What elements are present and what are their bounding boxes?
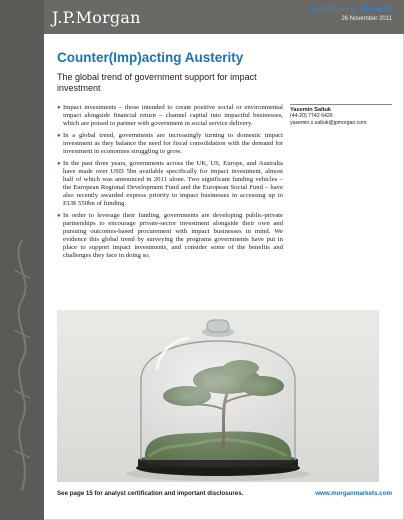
- website-link[interactable]: www.morganmarkets.com: [315, 490, 392, 497]
- analyst-name: Yasemin Saltuk: [290, 107, 332, 113]
- page-title: Counter(Imp)acting Austerity: [57, 50, 244, 65]
- analyst-contact: [290, 104, 392, 126]
- jpmorgan-logo: J.P.Morgan: [52, 8, 141, 27]
- sidebar-strip: [0, 0, 44, 520]
- analyst-phone: (44-20) 7742 6426: [290, 113, 333, 119]
- report-date: 26 November 2011: [341, 16, 392, 22]
- summary-bullets: [57, 104, 283, 264]
- list-item: ● In the past three years, governments across the UK, US, Europe, and Australia have made over USD 5bn available specifically for impact investment, almost half of which was announced in 2011 alone. Two significant funding vehicles – the European Regional Development Fund and the European Social Fund – have also recently awarded express priority to impact businesses in accessing up to EUR 550bn of funding.: [57, 160, 283, 207]
- list-item: ● In a global trend, governments are increasingly turning to domestic impact investment as they balance the need for fiscal consolidation with the demand for investment in economies struggling to grow.: [57, 132, 283, 155]
- bullet-icon: ●: [57, 105, 61, 111]
- list-item: ● Impact investments – those intended to create positive social or environmental impact alongside financial return – channel capital into impactful businesses, which are poised to partner with government in social service delivery.: [57, 104, 283, 127]
- bullet-icon: ●: [57, 213, 61, 219]
- page-subtitle: The global trend of government support for impact investment: [57, 72, 257, 93]
- bell-jar-illustration: [57, 310, 379, 482]
- bell-jar-tree-photo: [57, 310, 379, 482]
- disclosure-note: See page 15 for analyst certification and important disclosures.: [57, 490, 244, 497]
- bullet-icon: ●: [57, 161, 61, 167]
- report-series: Social Finance Research: [309, 6, 392, 13]
- analyst-email[interactable]: yasemin.x.saltuk@jpmorgan.com: [290, 119, 367, 126]
- list-item: ● In order to leverage their funding, governments are developing public-private partnerships to encourage private-sector investment alongside their own and pursuing outcomes-based procurement with impact businesses in mind. We evidence this global trend by surveying the programs governments have put in place to support impact investments, and consider some of the benefits and challenges they face in doing so.: [57, 212, 283, 259]
- signature-watermark-icon: [4, 230, 40, 510]
- bullet-icon: ●: [57, 133, 61, 139]
